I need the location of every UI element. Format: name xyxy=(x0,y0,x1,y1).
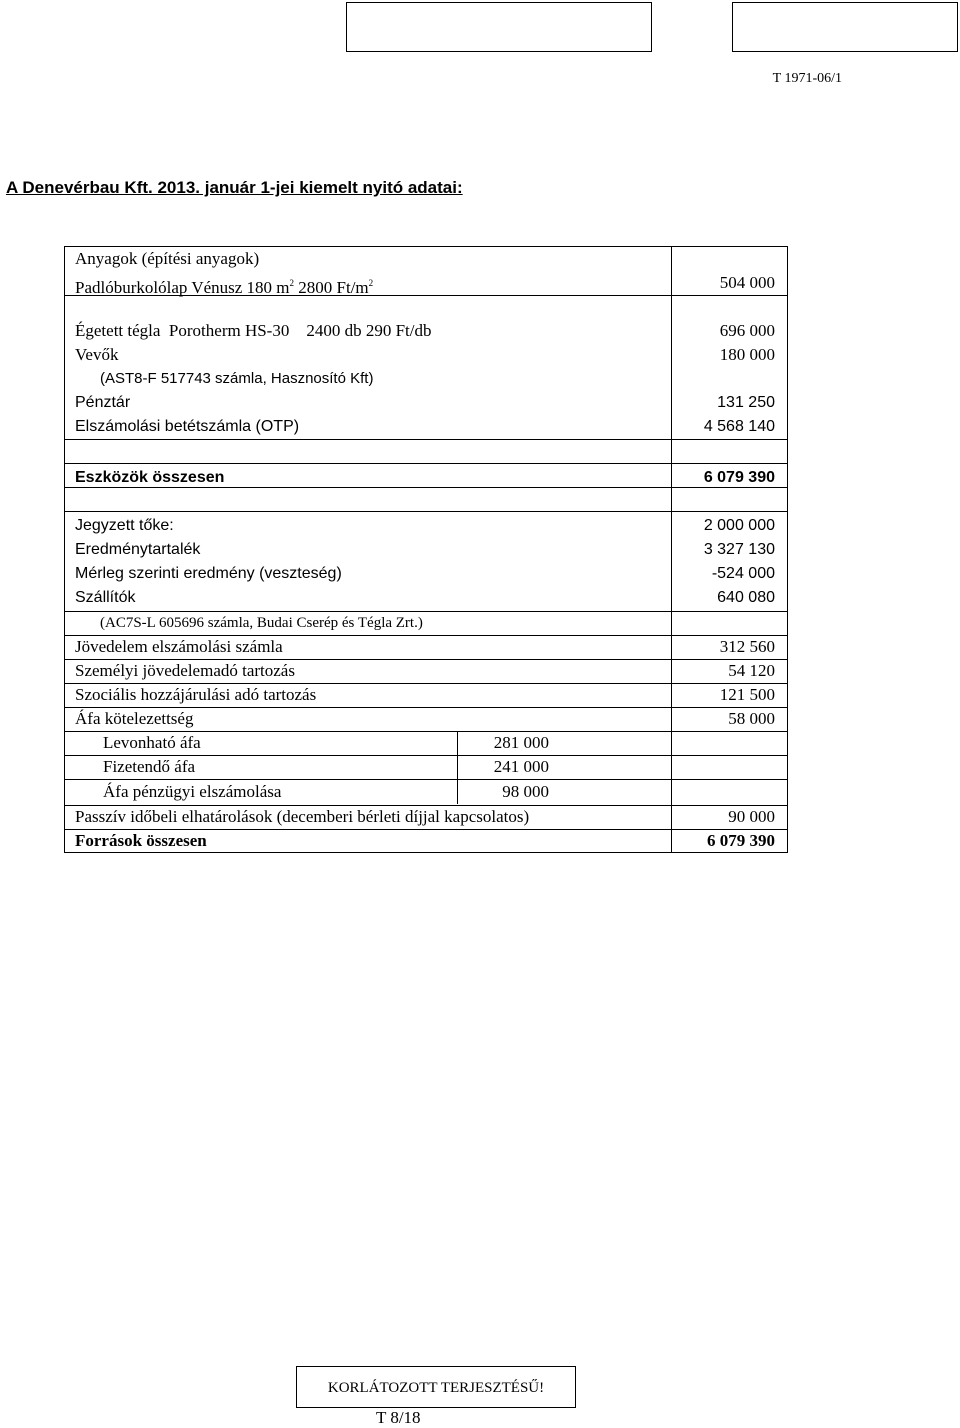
row-label: Fizetendő áfa xyxy=(103,757,196,776)
table-row xyxy=(65,319,787,343)
row-label: Levonható áfa xyxy=(103,733,201,752)
table-row xyxy=(65,829,787,853)
table-row xyxy=(65,659,787,683)
row-label: Szállítók xyxy=(75,589,136,606)
row-label: Szociális hozzájárulási adó tartozás xyxy=(75,685,317,704)
page-number: T 8/18 xyxy=(376,1408,421,1427)
table-row xyxy=(65,391,787,415)
table-row xyxy=(65,683,787,707)
page-title: A Denevérbau Kft. 2013. január 1-jei kiemelt nyitó adatai: xyxy=(6,178,463,197)
row-value: 6 079 390 xyxy=(707,831,775,850)
row-value: 504 000 xyxy=(719,273,775,292)
table-row xyxy=(65,367,787,391)
table-row xyxy=(65,731,787,755)
table-row xyxy=(65,514,787,538)
table-row xyxy=(65,415,787,439)
row-label: Jövedelem elszámolási számla xyxy=(75,637,283,656)
table-row xyxy=(65,466,787,490)
row-label: Eredménytartalék xyxy=(75,541,201,558)
row-value: 696 000 xyxy=(719,321,775,340)
row-value: 131 250 xyxy=(717,394,775,411)
row-label: Anyagok (építési anyagok) xyxy=(75,249,260,268)
row-value: 3 327 130 xyxy=(703,541,775,558)
row-label: Elszámolási betétszámla (OTP) xyxy=(75,418,300,435)
row-label: (AC7S-L 605696 számla, Budai Cserép és Tégla Zrt.) xyxy=(100,615,423,631)
table-row xyxy=(65,780,787,804)
row-value: 6 079 390 xyxy=(703,469,775,486)
row-label: Égetett tégla Porotherm HS-30 2400 db 290 Ft/db xyxy=(75,321,432,340)
row-value: -524 000 xyxy=(711,565,775,582)
row-value: 4 568 140 xyxy=(703,418,775,435)
balance-table xyxy=(64,246,788,853)
table-row xyxy=(65,271,787,295)
header-box-right xyxy=(732,2,958,52)
row-mid-value: 98 000 xyxy=(502,782,549,801)
table-row xyxy=(65,247,787,271)
header-box-left xyxy=(346,2,652,52)
row-value: 180 000 xyxy=(719,345,775,364)
table-row xyxy=(65,343,787,367)
row-label: (AST8-F 517743 számla, Hasznosító Kft) xyxy=(100,370,374,387)
row-label: Áfa kötelezettség xyxy=(75,709,194,728)
row-label: Vevők xyxy=(75,345,119,364)
row-label: Jegyzett tőke: xyxy=(75,517,174,534)
table-row xyxy=(65,707,787,731)
table-row xyxy=(65,611,787,635)
row-label: Pénztár xyxy=(75,394,131,411)
row-label: Személyi jövedelemadó tartozás xyxy=(75,661,295,680)
table-row xyxy=(65,538,787,562)
document-code: T 1971-06/1 xyxy=(772,71,842,86)
row-label: Mérleg szerinti eredmény (veszteség) xyxy=(75,565,342,582)
table-row xyxy=(65,755,787,779)
row-value: 54 120 xyxy=(728,661,775,680)
row-value: 312 560 xyxy=(719,637,775,656)
row-value: 90 000 xyxy=(728,807,775,826)
table-row xyxy=(65,805,787,829)
distribution-notice: KORLÁTOZOTT TERJESZTÉSŰ! xyxy=(296,1366,576,1408)
table-row xyxy=(65,562,787,586)
row-label: Áfa pénzügyi elszámolása xyxy=(103,782,282,801)
row-label: Források összesen xyxy=(75,831,207,850)
row-value: 121 500 xyxy=(719,685,775,704)
row-label: Eszközök összesen xyxy=(75,469,225,486)
row-value: 2 000 000 xyxy=(703,517,775,534)
table-row xyxy=(65,635,787,659)
table-row xyxy=(65,586,787,610)
row-mid-value: 281 000 xyxy=(493,733,549,752)
row-mid-value: 241 000 xyxy=(493,757,549,776)
row-label: Passzív időbeli elhatárolások (decemberi bérleti díjjal kapcsolatos) xyxy=(75,807,530,826)
row-value: 640 080 xyxy=(717,589,775,606)
row-label: Padlóburkolólap Vénusz 180 $m^2$ 2800 $Ft/m^2$ xyxy=(75,278,374,297)
row-value: 58 000 xyxy=(728,709,775,728)
